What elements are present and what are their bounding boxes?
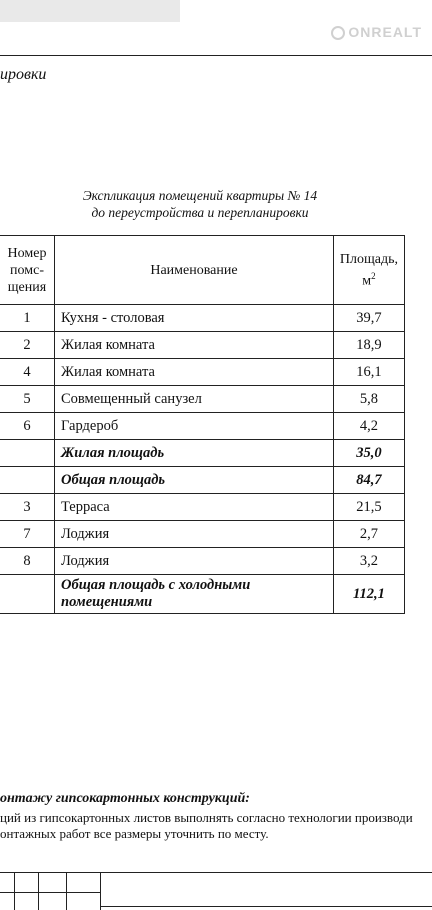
cell-num — [0, 575, 55, 614]
table-row — [0, 386, 405, 413]
cell-num: 2 — [0, 332, 55, 359]
header-area-line2 — [340, 268, 398, 290]
table-header-row — [0, 236, 405, 305]
stamp-divider — [66, 872, 67, 910]
notes-line1: ций из гипсокартонных листов выполнять согласно технологии производи — [0, 810, 413, 825]
cell-name: Общая площадь — [55, 467, 334, 494]
table-row-subtotal — [0, 467, 405, 494]
table-caption-line1: Экспликация помещений квартиры № 14 — [82, 188, 318, 203]
cell-area: 2,7 — [333, 521, 404, 548]
top-divider — [0, 55, 432, 56]
cell-name: Гардероб — [55, 413, 334, 440]
watermark-text: ONREALT — [348, 24, 422, 40]
cell-area: 5,8 — [333, 386, 404, 413]
header-area-line1: Площадь, — [339, 251, 398, 267]
notes-line2: онтажных работ все размеры уточнить по месту. — [0, 826, 269, 841]
watermark-icon — [331, 26, 345, 40]
cell-num: 3 — [0, 494, 55, 521]
explication-table — [0, 235, 405, 614]
cell-name: Общая площадь с холодными помещениями — [55, 575, 334, 614]
cell-num: 7 — [0, 521, 55, 548]
cell-area: 16,1 — [333, 359, 404, 386]
cell-num: 5 — [0, 386, 55, 413]
cell-num: 6 — [0, 413, 55, 440]
cell-area: 112,1 — [333, 575, 404, 614]
table-caption-line2: до переустройства и перепланировки — [91, 205, 309, 220]
cell-name: Кухня - столовая — [55, 305, 334, 332]
cell-name: Совмещенный санузел — [55, 386, 334, 413]
cell-num: 1 — [0, 305, 55, 332]
table-row — [0, 521, 405, 548]
notes-title: онтажу гипсокартонных конструкций: — [0, 791, 250, 806]
header-area — [333, 236, 404, 305]
watermark-logo — [331, 24, 422, 40]
header-num-line3: щения — [7, 279, 47, 295]
header-name: Наименование — [55, 236, 334, 305]
cell-num: 4 — [0, 359, 55, 386]
cell-num — [0, 440, 55, 467]
table-row — [0, 413, 405, 440]
header-area-sup: 2 — [371, 270, 376, 281]
cell-area: 4,2 — [333, 413, 404, 440]
table-row-total — [0, 575, 405, 614]
stamp-mid-line — [0, 892, 100, 893]
stamp-divider — [14, 872, 15, 910]
table-row-subtotal — [0, 440, 405, 467]
cell-area: 84,7 — [333, 467, 404, 494]
stamp-top-line — [0, 872, 432, 873]
cell-num — [0, 467, 55, 494]
cell-name: Жилая комната — [55, 359, 334, 386]
cell-name: Жилая площадь — [55, 440, 334, 467]
cell-name: Терраса — [55, 494, 334, 521]
table-row — [0, 548, 405, 575]
stamp-divider — [38, 872, 39, 910]
cell-name: Лоджия — [55, 521, 334, 548]
header-num — [0, 236, 55, 305]
header-area-unit: м — [362, 273, 372, 289]
cell-area: 39,7 — [333, 305, 404, 332]
header-fragment: ировки — [0, 66, 47, 83]
cell-name: Лоджия — [55, 548, 334, 575]
stamp-divider — [100, 872, 101, 910]
table-row — [0, 332, 405, 359]
cell-area: 21,5 — [333, 494, 404, 521]
header-num-line1: Номер — [7, 245, 47, 261]
table-row — [0, 494, 405, 521]
cell-area: 35,0 — [333, 440, 404, 467]
cell-area: 3,2 — [333, 548, 404, 575]
top-gray-bar — [0, 0, 180, 22]
table-row — [0, 305, 405, 332]
stamp-bottom-line — [100, 906, 432, 907]
header-num-line2: помс- — [10, 262, 44, 278]
cell-num: 8 — [0, 548, 55, 575]
cell-name: Жилая комната — [55, 332, 334, 359]
table-row — [0, 359, 405, 386]
cell-area: 18,9 — [333, 332, 404, 359]
